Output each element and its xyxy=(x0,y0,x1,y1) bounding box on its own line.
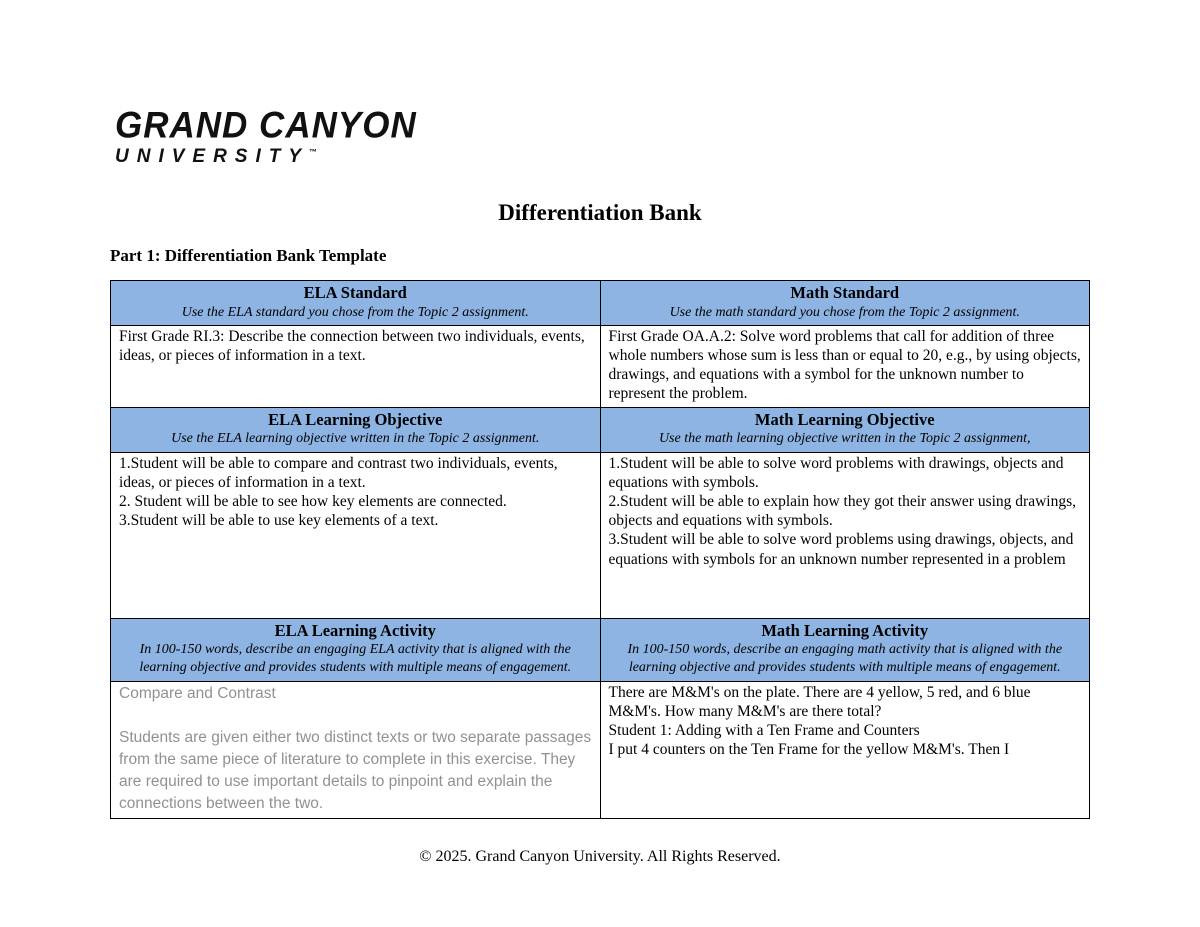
logo-wordmark-bottom xyxy=(115,147,417,166)
ela-standard-text: First Grade RI.3: Describe the connection between two individuals, events, ideas, or pieces of information in a text. xyxy=(119,327,585,365)
ela-objective-text: 1.Student will be able to compare and contrast two individuals, events, ideas, or pieces of information in a text. 2. Student will be able to see how key elements are connected. 3.Student will be able to use key elements of a text. xyxy=(119,454,558,530)
ela-objective-subtitle: Use the ELA learning objective written in the Topic 2 assignment. xyxy=(171,431,540,447)
section-heading: Part 1: Differentiation Bank Template xyxy=(110,246,387,265)
math-objective-title: Math Learning Objective xyxy=(754,409,935,429)
math-standard-title: Math Standard xyxy=(790,283,900,302)
ela-standard-title: ELA Standard xyxy=(303,283,407,302)
math-activity-title: Math Learning Activity xyxy=(761,620,929,640)
math-standard-content-cell xyxy=(600,325,1090,407)
ela-activity-subtitle: In 100-150 words, describe an engaging ELA activity that is aligned with the learning objective and provides students with multiple means of engagement. xyxy=(139,642,572,676)
ela-activity-header-cell xyxy=(111,618,601,681)
ela-activity-title: ELA Learning Activity xyxy=(274,620,436,640)
math-objective-content-cell xyxy=(600,452,1090,618)
activity-content-row xyxy=(111,681,1090,818)
ela-standard-subtitle: Use the ELA standard you chose from the Topic 2 assignment. xyxy=(181,304,529,320)
math-objective-text: 1.Student will be able to solve word problems with drawings, objects and equations with symbols. 2.Student will be able to explain how they got their answer using drawings, objects and equations with symbols. 3.Student will be able to solve word problems using drawings, objects, and equations with symbols for an unknown number represented in a problem xyxy=(608,454,1076,568)
ela-objective-header-cell xyxy=(111,407,601,452)
math-standard-text: First Grade OA.A.2: Solve word problems that call for addition of three whole numbers whose sum is less than or equal to 20, e.g., by using objects, drawings, and equations with a symbol for the unknown number to represent the problem. xyxy=(608,327,1081,403)
math-activity-header-cell xyxy=(600,618,1090,681)
objective-content-row xyxy=(111,452,1090,618)
footer-copyright: © 2025. Grand Canyon University. All Rights Reserved. xyxy=(419,848,781,865)
document-title: Differentiation Bank xyxy=(498,200,702,225)
math-objective-header-cell xyxy=(600,407,1090,452)
math-activity-content-cell xyxy=(600,681,1090,818)
differentiation-table xyxy=(110,280,1090,819)
math-standard-subtitle: Use the math standard you chose from the Topic 2 assignment. xyxy=(669,304,1020,320)
math-activity-subtitle: In 100-150 words, describe an engaging math activity that is aligned with the learning objective and provides students with multiple means of engagement. xyxy=(627,642,1063,676)
ela-activity-content-cell xyxy=(111,681,601,818)
ela-activity-text: Compare and Contrast Students are given either two distinct texts or two separate passages from the same piece of literature to complete in this exercise. They are required to use important details to pinpoint and explain the connections between the two. xyxy=(119,684,592,812)
logo-university-text: UNIVERSITY xyxy=(115,146,310,167)
logo-wordmark-top: GRAND CANYON xyxy=(115,105,417,146)
activity-header-row xyxy=(111,618,1090,681)
ela-objective-title: ELA Learning Objective xyxy=(268,409,443,429)
standard-header-row xyxy=(111,281,1090,326)
ela-standard-content-cell xyxy=(111,325,601,407)
gcu-logo xyxy=(115,105,417,167)
standard-content-row xyxy=(111,325,1090,407)
math-objective-subtitle: Use the math learning objective written in the Topic 2 assignment, xyxy=(658,431,1031,447)
objective-header-row xyxy=(111,407,1090,452)
math-activity-text: There are M&M's on the plate. There are 4 yellow, 5 red, and 6 blue M&M's. How many M&M's are there total? Student 1: Adding with a Ten Frame and Counters I put 4 counters on the Ten Frame for the yellow M&M's. Then I xyxy=(608,683,1031,759)
math-standard-header-cell xyxy=(600,281,1090,326)
trademark-symbol: ™ xyxy=(309,147,318,157)
ela-standard-header-cell xyxy=(111,281,601,326)
ela-objective-content-cell xyxy=(111,452,601,618)
